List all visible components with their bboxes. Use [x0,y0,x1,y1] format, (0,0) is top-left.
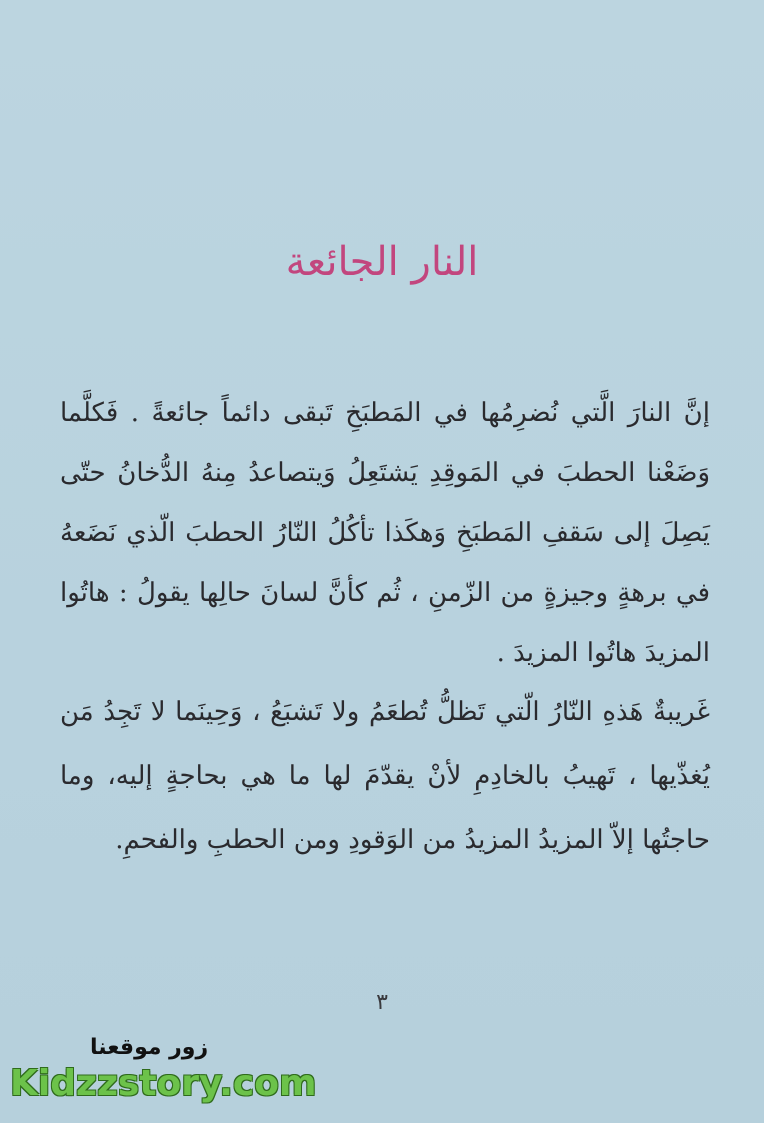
story-title: النار الجائعة [285,239,479,285]
paragraph-2: غَريبةٌ هَذهِ النّارُ الّتي تَظلُّ تُطعَمُ ولا تَشبَعُ ، وَحِينَما لا تَجِدُ مَن يُغذّيها ، تَهيبُ بالخادِمِ لأنْ يقدّمَ لها ما هي بحاجةٍ إليه، وما حاجتُها إلاّ المزيدُ المزيدُ من الوَقودِ ومن الحطبِ والفحمِ. [60,697,710,855]
paragraph-1: إنَّ النارَ الَّتي نُضرِمُها في المَطبَخِ تَبقى دائماً جائعةً . فَكلَّما وَضَعْنا الحطبَ في المَوقِدِ يَشتَعِلُ وَيتصاعدُ مِنهُ الدُّخانُ حتّى يَصِلَ إلى سَقفِ المَطبَخِ وَهكَذا تأكُلُ النّارُ الحطبَ الّذي نَضَعهُ في برهةٍ وجيزةٍ من الزّمنِ ، ثُم كأنَّ لسانَ حالِها يقولُ : هاتُوا المزيدَ هاتُوا المزيدَ . [60,398,710,668]
watermark-site-name: Kidzzstory.com [10,1063,317,1104]
watermark-arabic-text: زور موقعنا [90,1035,209,1060]
site-watermark[interactable] [8,1035,317,1115]
page-number: ٣ [376,990,388,1015]
